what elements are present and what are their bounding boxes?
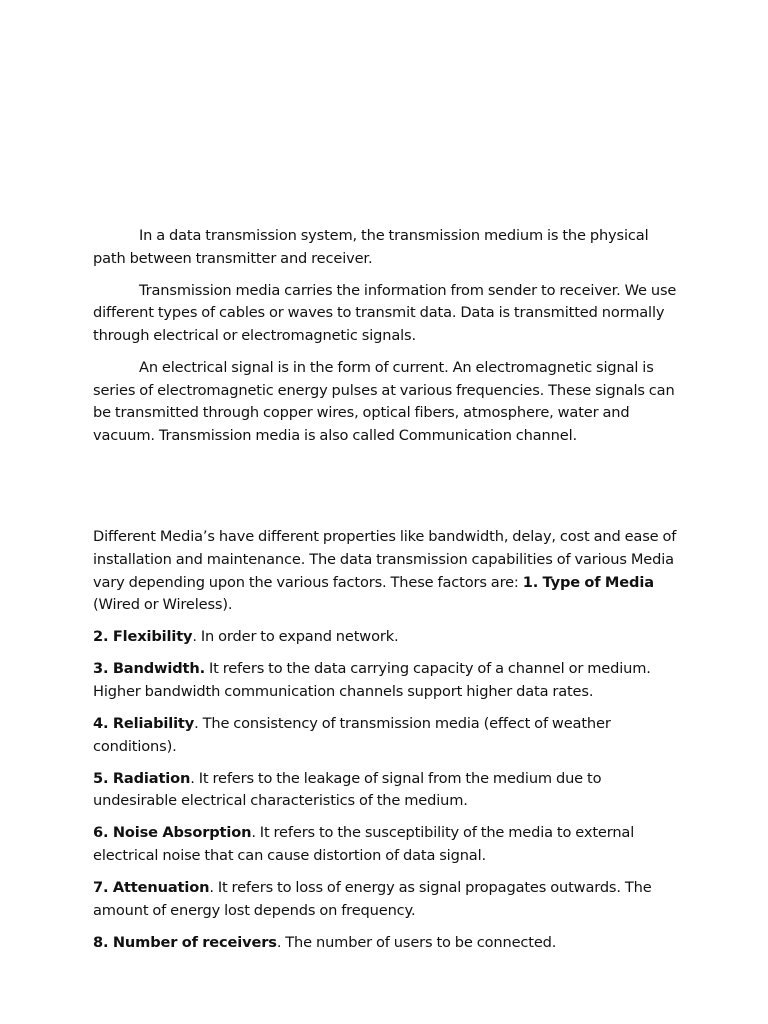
factor-text: It refers to the data carrying capacity of a channel or medium. Higher bandwidth communication channels support higher data rates.: [93, 660, 651, 700]
factor-term: 3. Bandwidth.: [93, 660, 205, 678]
intro-paragraph-3: An electrical signal is in the form of current. An electromagnetic signal is series of electromagnetic energy pulses at various frequencies. These signals can be transmitted through copper wires, optical fibers, atmosphere, water and vacuum. Transmission media is also called Communication channel.: [93, 358, 675, 444]
factor-term: 7. Attenuation: [93, 879, 210, 897]
factor-item: [93, 713, 683, 758]
factor-term: 8. Number of receivers: [93, 933, 277, 951]
factor-text-1: (Wired or Wireless).: [93, 596, 233, 614]
factor-item: [93, 877, 683, 922]
factor-item: [93, 658, 683, 703]
factor-item: [93, 822, 683, 867]
factor-text: . It refers to the leakage of signal from the medium due to undesirable electrical characteristics of the medium.: [93, 769, 602, 810]
factor-text: . The number of users to be connected.: [276, 933, 557, 951]
factor-text: . In order to expand network.: [192, 628, 399, 646]
factor-term: 4. Reliability: [93, 715, 195, 732]
factors-intro-paragraph: [93, 526, 683, 616]
factor-term: 6. Noise Absorption: [93, 824, 252, 842]
factor-item: [93, 932, 683, 955]
factor-text: . The consistency of transmission media (effect of weather conditions).: [93, 715, 611, 755]
factor-term-1: 1. Type of Media: [522, 573, 654, 591]
factor-text: . It refers to loss of energy as signal propagates outwards. The amount of energy lost depends on frequency.: [93, 879, 652, 919]
factor-item: [93, 626, 683, 649]
factors-lead-text: Different Media’s have different properties like bandwidth, delay, cost and ease of installation and maintenance. The data transmission capabilities of various Media vary depending upon the various factors. These factors are:: [93, 528, 677, 591]
document-page: [93, 225, 683, 954]
factor-item: [93, 768, 683, 813]
factor-term: 2. Flexibility: [93, 628, 193, 646]
intro-paragraph-1: In a data transmission system, the transmission medium is the physical path between transmitter and receiver.: [93, 227, 649, 267]
factor-term: 5. Radiation: [93, 769, 191, 787]
intro-paragraph-2: Transmission media carries the information from sender to receiver. We use different types of cables or waves to transmit data. Data is transmitted normally through electrical or electromagnetic signals.: [93, 281, 677, 344]
factor-text: . It refers to the susceptibility of the media to external electrical noise that can cause distortion of data signal.: [93, 824, 635, 864]
